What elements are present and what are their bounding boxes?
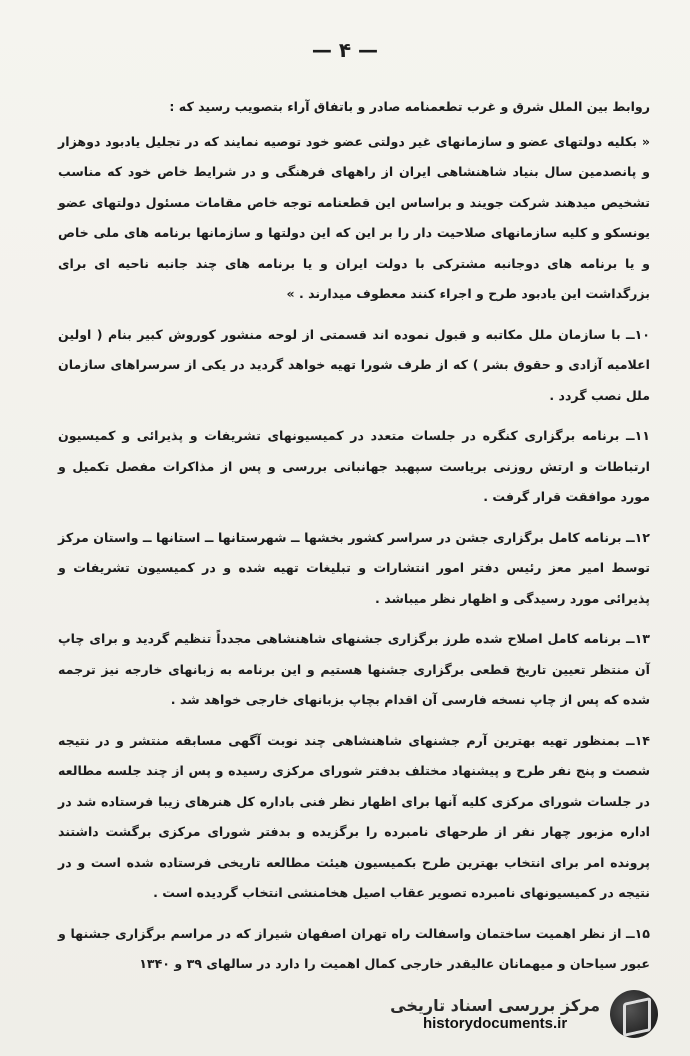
page-number: — ۴ —: [311, 38, 379, 62]
watermark-title: مرکز بررسی اسناد تاریخی: [390, 996, 600, 1015]
document-body: [58, 92, 650, 990]
watermark: [390, 990, 658, 1038]
paragraph-13: ۱۳ــ برنامه کامل اصلاح شده طرز برگزاری جشنهای شاهنشاهی مجدداً تنظیم گردید و برای چاپ آن منتظر تعیین تاریخ قطعی برگزاری جشنها هستیم و این برنامه به زبانهای خارجه نیز ترجمه شده که پس از چاپ نسخه فارسی آن اقدام بچاپ بزبانهای خارجی خواهد شد .: [58, 631, 650, 707]
paragraph-11: ۱۱ــ برنامه برگزاری کنگره در جلسات متعدد در کمیسیونهای تشریفات و پذیرائی و کمیسیون ارتباطات و ارتش روزنی بریاست سپهبد جهانبانی بررسی و پس از مذاکرات مفصل تکمیل و مورد موافقت قرار گرفت .: [58, 428, 650, 504]
paragraph-intro: روابط بین الملل شرق و غرب تطعمنامه صادر و باتفاق آراء بتصویب رسید که :: [169, 99, 650, 114]
document-logo-icon: [610, 990, 658, 1038]
paragraph-15: ۱۵ــ از نظر اهمیت ساختمان واسفالت راه تهران اصفهان شیراز که در مراسم برگزاری جشنها و عبور سیاحان و میهمانان عالیقدر خارجی کمال اهمیت را دارد در سالهای ۳۹ و ۱۳۴۰: [58, 925, 650, 971]
paragraph-12: ۱۲ــ برنامه کامل برگزاری جشن در سراسر کشور بخشها ــ شهرستانها ــ استانها ــ واستان مرکز توسط امیر معز رئیس دفتر امور انتشارات و تبلیغات تهیه شده و در کمیسیون تشریفات و پذیرائی مورد رسیدگی و اظهار نظر میباشد .: [58, 529, 650, 606]
paragraph-quote: « بکلیه دولتهای عضو و سازمانهای غیر دولتی عضو خود توصیه نمایند که در تجلیل یادبود دوهزار و پانصدمین سال بنیاد شاهنشاهی ایران از راههای فرهنگی و در شرایط خاص خود که مناسب تشخیص میدهند شرکت جویند و براساس این قطعنامه توجه خاص مقامات مسئول دولتهای عضو یونسکو و کلیه سازمانهای صلاحیت دار را بر این که این دولتها و سازمانها برنامه های ملی خاص و یا برنامه های دوجانبه مشترکی با دولت ایران و یا برنامه های چند جانبه ناحیه ای برای بزرگداشت این یادبود طرح و اجراء کنند معطوف میدارند . »: [58, 133, 650, 301]
paragraph-10: ۱۰ــ با سازمان ملل مکاتبه و قبول نموده اند قسمتی از لوحه منشور کوروش کبیر بنام ( اولین اعلامیه آزادی و حقوق بشر ) که از طرف شورا تهیه خواهد گردید در یکی از سرسراهای سازمان ملل نصب گردد .: [58, 326, 650, 403]
watermark-text: [390, 996, 600, 1032]
paragraph-14: ۱۴ــ بمنظور تهیه بهترین آرم جشنهای شاهنشاهی چند نوبت آگهی مسابقه منتشر و در نتیجه شصت و پنج نفر طرح و پیشنهاد مختلف بدفتر شورای مرکزی رسیده و پس از چند جلسه مطالعه در جلسات شورای مرکزی کلیه آنها برای اظهار نظر فنی باداره کل هنرهای زیبا فرستاده شد در اداره مزبور چهار نفر از طرحهای نامبرده را برگزیده و بدفتر شورای مرکزی برگشت داشتند پرونده امر برای انتخاب بهترین طرح بکمیسیون هیئت مطالعه تاریخی فرستاده شده است و در نتیجه در کمیسیونهای نامبرده تصویر عقاب اصیل هخامنشی انتخاب گردیده است .: [58, 732, 650, 900]
watermark-site: historydocuments.ir: [422, 1015, 568, 1032]
